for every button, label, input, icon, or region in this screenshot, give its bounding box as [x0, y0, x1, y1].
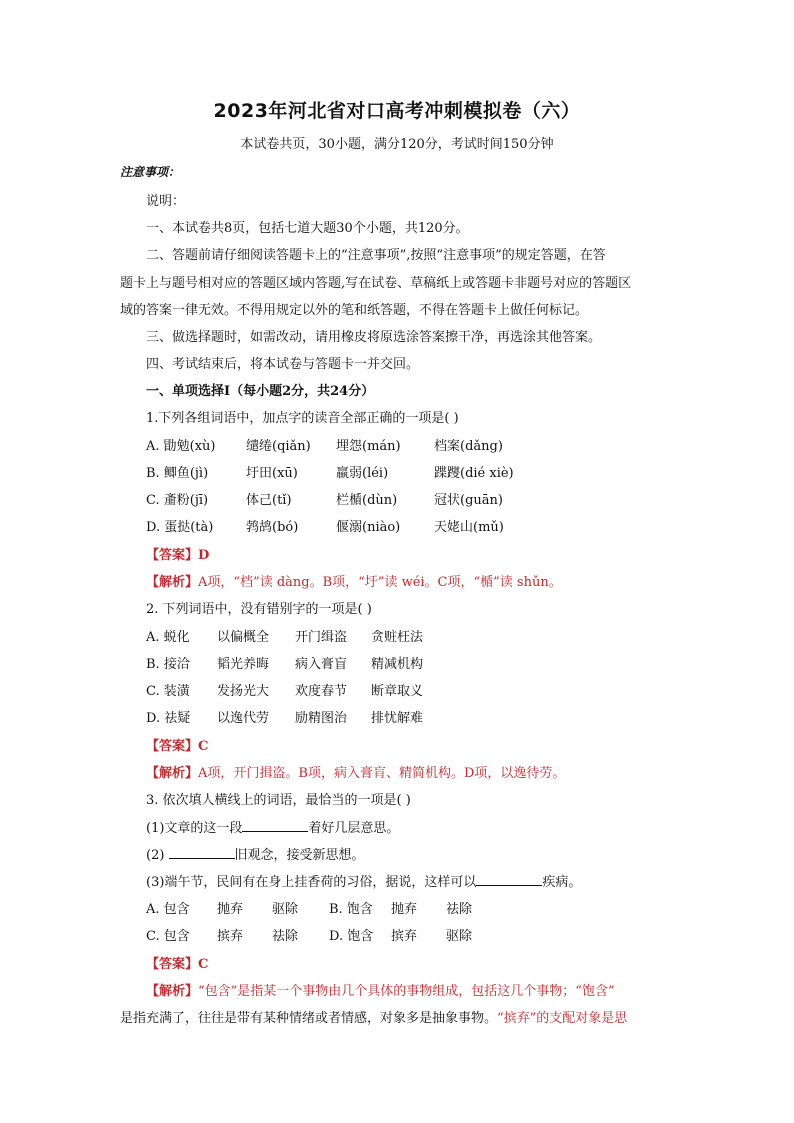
q3-answer — [146, 953, 208, 972]
q3-option-word: 祛除 — [446, 902, 473, 917]
answer-label: 【答案】 — [146, 957, 199, 972]
page-subtitle: 本试卷共页，30小题，满分120分，考试时间150分钟 — [240, 137, 554, 152]
notice-item: 四、考试结束后，将本试卷与答题卡一并交回。 — [146, 357, 420, 372]
q2-option: D. 祛疑 — [146, 711, 191, 726]
analysis-label: 【解析】 — [146, 575, 199, 590]
q1-answer — [146, 544, 209, 563]
page-title: 2023年河北省对口高考冲刺模拟卷（六） — [213, 100, 581, 122]
q3-analysis — [146, 980, 615, 999]
q2-analysis — [146, 762, 565, 781]
q3-option-word: 摈弃 — [217, 929, 244, 944]
q2-option-word: 断章取义 — [371, 684, 424, 699]
q1-option-word: 圩田(xū) — [246, 466, 298, 481]
notice-heading: 注意事项： — [120, 165, 181, 179]
question-3-stem: 3. 依次填人横线上的词语，最恰当的一项是( ) — [146, 793, 411, 808]
sentence-text: 着好几层意思。 — [308, 821, 400, 836]
q2-option-word: 精减机构 — [371, 657, 424, 672]
notice-item: 三、做选择题时，如需改动，请用橡皮将原选涂答案擦干净，再选涂其他答案。 — [146, 330, 602, 345]
analysis-text: A项，“档”读 dàng。B项，“圩”读 wéi。C项，“楯”读 shǔn。 — [198, 575, 562, 590]
q3-option: C. 包含 — [146, 929, 190, 944]
q1-option-word: 埋怨(mán) — [336, 439, 401, 454]
q3-sentence-1 — [146, 817, 399, 836]
q1-option-word: 鹁鸪(bó) — [246, 520, 299, 535]
answer-value: C — [198, 957, 209, 972]
q1-option: D. 蛋挞(tà) — [146, 520, 214, 535]
q3-option: D. 饱含 — [329, 929, 374, 944]
sentence-text: 疾病。 — [542, 875, 582, 890]
q3-option-word: 摈弃 — [391, 929, 418, 944]
q2-option-word: 励精图治 — [295, 711, 348, 726]
q3-option-word: 驱除 — [446, 929, 473, 944]
analysis-text: 是指充满了，往往是带有某种情绪或者情感，对象多是抽象事物。 — [120, 1011, 498, 1026]
answer-value: D — [198, 548, 210, 563]
sentence-text: 旧观念，接受新思想。 — [234, 848, 365, 863]
q2-option-word: 韬光养晦 — [217, 657, 270, 672]
q3-option: A. 包含 — [146, 902, 190, 917]
analysis-label: 【解析】 — [146, 766, 199, 781]
q2-option-word: 开门缉盗 — [295, 630, 348, 645]
fill-blank — [169, 846, 235, 859]
q1-option-word: 天姥山(mǔ) — [434, 520, 504, 535]
q2-option: C. 装潢 — [146, 684, 190, 699]
q1-option-word: 栏楯(dùn) — [336, 493, 398, 508]
analysis-label: 【解析】 — [146, 984, 199, 999]
answer-value: C — [198, 739, 209, 754]
q2-option-word: 以逸代劳 — [217, 711, 270, 726]
q1-option: A. 勖勉(xù) — [146, 439, 216, 454]
q3-option-word: 驱除 — [272, 902, 299, 917]
section-heading: 一、单项选择Ⅰ（每小题2分，共24分） — [146, 384, 375, 399]
answer-label: 【答案】 — [146, 548, 199, 563]
q1-option: C. 齑粉(jī) — [146, 493, 209, 508]
q1-option: B. 鲫鱼(jì) — [146, 466, 209, 481]
analysis-text: A项，开门揖盗。B项，病入膏肓、精简机构。D项，以逸待劳。 — [198, 766, 566, 781]
notice-item: 题卡上与题号相对应的答题区域内答题,写在试卷、草稿纸上或答题卡非题号对应的答题区 — [120, 276, 632, 291]
q2-option-word: 以偏概全 — [217, 630, 270, 645]
q3-option-word: 抛弃 — [217, 902, 244, 917]
notice-item: 二、答题前请仔细阅读答题卡上的“注意事项”,按照“注意事项”的规定答题，在答 — [146, 248, 606, 263]
question-2-stem: 2. 下列词语中，没有错别字的一项是( ) — [146, 602, 372, 617]
answer-label: 【答案】 — [146, 739, 199, 754]
analysis-text: “包含”是指某一个事物由几个具体的事物组成，包括这几个事物；“饱含” — [198, 984, 615, 999]
q2-option: B. 接洽 — [146, 657, 190, 672]
notice-explain: 说明： — [146, 194, 186, 209]
fill-blank — [242, 819, 308, 832]
notice-item: 域的答案一律无效。不得用规定以外的笔和纸答题，不得在答题卡上做任何标记。 — [120, 303, 589, 318]
q2-option-word: 病入膏盲 — [295, 657, 348, 672]
q2-option: A. 蜕化 — [146, 630, 190, 645]
q2-option-word: 排忧解难 — [371, 711, 424, 726]
q1-option-word: 缱绻(qiǎn) — [246, 439, 311, 454]
q2-answer — [146, 735, 208, 754]
fill-blank — [476, 873, 542, 886]
q1-analysis — [146, 571, 562, 590]
q1-option-word: 羸弱(léi) — [336, 466, 389, 481]
q3-option-word: 祛除 — [272, 929, 299, 944]
q3-sentence-2 — [146, 844, 365, 863]
question-1-stem: 1.下列各组词语中，加点字的读音全部正确的一项是( ) — [146, 411, 459, 426]
q2-option-word: 贪赃枉法 — [371, 630, 424, 645]
q1-option-word: 蹀躞(dié xiè) — [434, 466, 514, 481]
q2-option-word: 发扬光大 — [217, 684, 270, 699]
notice-item: 一、本试卷共8页，包括七道大题30个小题，共120分。 — [146, 221, 469, 236]
q3-sentence-3 — [146, 871, 581, 890]
q1-option-word: 偃溺(niào) — [336, 520, 401, 535]
q2-option-word: 欢度春节 — [295, 684, 348, 699]
analysis-text: “摈弃”的支配对象是思 — [497, 1011, 628, 1026]
sentence-text: (1)文章的这一段 — [146, 821, 243, 836]
sentence-text: (2) — [146, 848, 169, 863]
sentence-text: (3)端午节，民间有在身上挂香荷的习俗，据说，这样可以 — [146, 875, 477, 890]
q1-option-word: 体己(tǐ) — [246, 493, 292, 508]
q1-option-word: 冠状(guān) — [434, 493, 503, 508]
q1-option-word: 档案(dǎng) — [434, 439, 503, 454]
q3-option-word: 抛弃 — [391, 902, 418, 917]
q3-analysis-cont — [120, 1007, 627, 1026]
q3-option: B. 饱含 — [329, 902, 373, 917]
